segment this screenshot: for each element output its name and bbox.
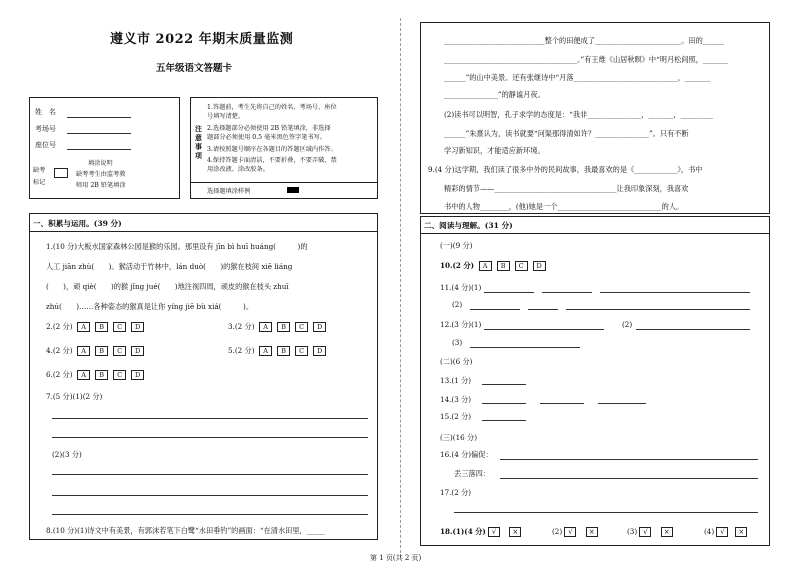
answer-line[interactable] [470, 309, 520, 310]
q1-line-3: ( )，顽 qiè( )的猴 jǐng jué( )地注视四周，顽皮的猴在枝头 zhuī [46, 282, 289, 291]
q4-label: 4.(2 分) [46, 346, 73, 355]
check-box[interactable]: √ [639, 527, 651, 537]
option-d[interactable]: D [131, 370, 144, 380]
q18-3-label: (3) [627, 527, 638, 536]
q8-2-line-3: 学习新知识，才能适应新环境。 [444, 146, 545, 155]
answer-line[interactable] [52, 437, 368, 438]
passage-2-label: (二)(6 分) [440, 357, 473, 366]
check-box[interactable]: √ [716, 527, 728, 537]
q1-line-1: 1.(10 分)大板水国家森林公园是猴的乐园。那里设有 jīn bì huī huáng( )的 [46, 242, 308, 251]
option-a[interactable]: A [479, 261, 492, 271]
notice-side-3: 事 [195, 142, 202, 151]
name-label: 姓 名 [35, 108, 56, 116]
notice-line: 号填写清楚。 [207, 113, 245, 120]
notice-line: 3.请按照题号顺序在各题目的答题区域内作答。 [207, 146, 337, 153]
q18-2-row [552, 527, 598, 537]
exam-no-label: 考场号 [35, 125, 56, 133]
student-info-box [29, 97, 180, 199]
q18-2-label: (2) [552, 527, 563, 536]
option-b[interactable]: B [497, 261, 510, 271]
option-b[interactable]: B [277, 346, 290, 356]
cross-box[interactable]: × [509, 527, 521, 537]
notice-line: 1.答题前，考生先将自己的姓名、考场号、座位 [207, 104, 337, 111]
page-divider [400, 18, 401, 558]
option-b[interactable]: B [95, 322, 108, 332]
answer-line[interactable] [52, 474, 368, 475]
page-subtitle: 五年级语文答题卡 [156, 63, 233, 74]
option-a[interactable]: A [77, 370, 90, 380]
notice-line: 用涂改液、涂改胶条。 [207, 166, 269, 173]
answer-line[interactable] [600, 292, 750, 293]
cross-box[interactable]: × [586, 527, 598, 537]
sample-filled-mark [287, 187, 299, 193]
q7-2-label: (2)(3 分) [52, 450, 82, 459]
answer-line[interactable] [484, 329, 604, 330]
section1-heading: 一、积累与运用。(39 分) [33, 219, 122, 228]
q12-label: 12.(3 分)(1) [440, 320, 482, 329]
q8-cont-line-1: ____________________________整个的田便成了________________________。田的______ [444, 36, 725, 45]
q7-label: 7.(5 分)(1)(2 分) [46, 392, 103, 401]
q3-label: 3.(2 分) [228, 322, 255, 331]
answer-line[interactable] [542, 292, 592, 293]
q8-2-line-1: (2)读书可以明智，孔子求学的态度是：“我非_______________，_______，_________ [444, 110, 714, 119]
absent-label: 缺考 [33, 167, 46, 174]
answer-line[interactable] [482, 384, 526, 385]
q12-2-label: (2) [622, 320, 633, 329]
q18-label: 18.(1)(4 分) [440, 527, 486, 536]
answer-line[interactable] [636, 329, 750, 330]
q3-row [228, 322, 331, 332]
q16-label: 16.(4 分)偏促： [440, 450, 493, 459]
option-b[interactable]: B [277, 322, 290, 332]
q15-label: 15.(2 分) [440, 412, 472, 421]
notice-line: 题部分必须使用 0.5 毫米黑色签字笔书写。 [207, 134, 326, 141]
seat-no-field[interactable] [67, 149, 131, 150]
q9-line-2: 精彩的情节——__________________________________让我印象深刻，我喜欢 [444, 184, 689, 193]
cross-box[interactable]: × [735, 527, 747, 537]
notice-line: 2.选择题部分必须使用 2B 铅笔填涂，非选择 [207, 125, 331, 132]
absent-label-2: 标记 [33, 179, 46, 186]
answer-line[interactable] [454, 512, 758, 513]
answer-line[interactable] [500, 478, 758, 479]
answer-line[interactable] [52, 418, 368, 419]
q2-label: 2.(2 分) [46, 322, 73, 331]
passage-3-label: (三)(16 分) [440, 433, 478, 442]
q8-cont-line-2: _____________________________________。”有王维《山居秋暝》中“明月松间照，_______ [444, 55, 729, 64]
option-b[interactable]: B [95, 370, 108, 380]
page-title: 遵义市 2022 年期末质量监测 [110, 32, 294, 47]
q18-3-row [627, 527, 673, 537]
answer-line[interactable] [598, 403, 646, 404]
option-a[interactable]: A [77, 322, 90, 332]
q6-row [46, 370, 149, 380]
notice-side-2: 意 [195, 133, 202, 142]
passage-1-label: (一)(9 分) [440, 241, 473, 250]
section2-heading: 二、阅读与理解。(31 分) [424, 221, 513, 230]
q1-line-2: 人工 jiān zhù( )。猴活动于竹林中，lán duò( )的猴在枝间 xiē liáng [46, 262, 293, 271]
q8-2-line-2: ______”朱熹认为，读书就要“问渠那得清如许？_______________”。只有不断 [444, 129, 689, 138]
option-a[interactable]: A [77, 346, 90, 356]
cross-box[interactable]: × [661, 527, 673, 537]
notice-side-4: 项 [195, 151, 202, 160]
q9-line-1: 9.(4 分)这学期，我们读了很多中外的民间故事，我最喜欢的是《____________》，书中 [428, 165, 703, 174]
option-c[interactable]: C [295, 346, 308, 356]
notice-box [190, 97, 378, 199]
answer-line[interactable] [52, 495, 368, 496]
q18-row [440, 527, 521, 537]
answer-line[interactable] [482, 403, 526, 404]
q10-row [440, 261, 551, 271]
q11-2-label: (2) [452, 300, 463, 309]
q11-label: 11.(4 分)(1) [440, 283, 482, 292]
q14-label: 14.(3 分) [440, 395, 472, 404]
option-a[interactable]: A [259, 322, 272, 332]
answer-line[interactable] [528, 309, 558, 310]
name-field[interactable] [67, 117, 131, 118]
q12-3-label: (3) [452, 338, 463, 347]
q5-label: 5.(2 分) [228, 346, 255, 355]
q18-4-row [704, 527, 747, 537]
notice-line: 4.保持答题卡面清洁，不要折叠，不要弄破，禁 [207, 157, 337, 164]
option-b[interactable]: B [95, 346, 108, 356]
answer-line[interactable] [482, 420, 526, 421]
q8-cont-line-3: ______”的山中美景。还有张继诗中“月落_____________________________，_______ [444, 73, 711, 82]
q6-label: 6.(2 分) [46, 370, 73, 379]
q18-4-label: (4) [704, 527, 715, 536]
answer-line[interactable] [500, 459, 758, 460]
q16-2-label: 丢三落四： [454, 469, 490, 478]
option-d[interactable]: D [533, 261, 546, 271]
sample-label: 选择题填涂样例 [207, 188, 251, 195]
check-box[interactable]: √ [488, 527, 500, 537]
notice-side-1: 注 [195, 124, 202, 133]
q8-cont-line-4: _______________”的静谧月夜。 [444, 90, 545, 99]
absent-mark-box[interactable] [54, 168, 68, 178]
fill-line-2: 师用 2B 铅笔填涂 [76, 182, 126, 189]
check-box[interactable]: √ [564, 527, 576, 537]
exam-no-field[interactable] [67, 133, 131, 134]
answer-line[interactable] [52, 514, 368, 515]
option-c[interactable]: C [295, 322, 308, 332]
q5-row [228, 346, 331, 356]
q10-label: 10.(2 分) [440, 261, 474, 270]
answer-line[interactable] [540, 403, 584, 404]
option-c[interactable]: C [515, 261, 528, 271]
answer-line[interactable] [484, 292, 534, 293]
fill-title: 填涂说明 [88, 160, 113, 167]
answer-line[interactable] [566, 309, 750, 310]
option-a[interactable]: A [259, 346, 272, 356]
q1-line-4: zhú( )……各种姿态的猴真是让你 yíng jiē bù xiá( )。 [46, 302, 254, 311]
q13-label: 13.(1 分) [440, 376, 472, 385]
q8-label: 8.(10 分)(1)诗文中有美景，有郭沫若笔下白鹭“水田垂钓”的画面：“在清水田里，_____ [46, 526, 325, 535]
q9-line-3: 书中的人物________，(他)她是一个_____________________________的人。 [444, 202, 684, 211]
q4-row [46, 346, 149, 356]
option-c[interactable]: C [113, 346, 126, 356]
q2-row [46, 322, 149, 332]
fill-line-1: 缺考考生由监考教 [76, 171, 126, 178]
option-c[interactable]: C [113, 370, 126, 380]
option-d[interactable]: D [313, 346, 326, 356]
option-d[interactable]: D [131, 322, 144, 332]
seat-no-label: 座位号 [35, 141, 56, 149]
page-footer: 第 1 页(共 2 页) [370, 554, 422, 562]
answer-line[interactable] [470, 347, 580, 348]
option-d[interactable]: D [313, 322, 326, 332]
option-c[interactable]: C [113, 322, 126, 332]
q17-label: 17.(2 分) [440, 488, 472, 497]
option-d[interactable]: D [131, 346, 144, 356]
